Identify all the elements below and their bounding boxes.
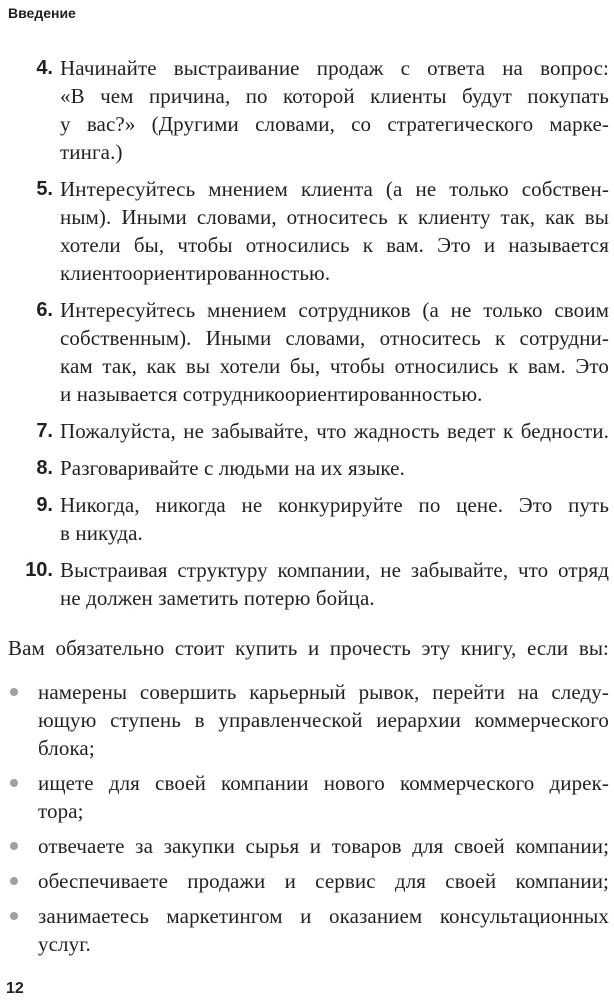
list-item-9 [0,491,609,547]
item-text-line: и называется сотрудникоориентированностью. [60,382,483,406]
item-text-line: Начинайте выстраивание продаж с ответа на вопрос: [60,56,609,80]
item-number: 10. [25,559,53,581]
numbered-list [0,54,609,621]
intro-paragraph [8,634,609,662]
bullet-text-line: ищете для своей компании нового коммерческого дирек- [38,771,609,795]
item-text-line: у вас?» (Другими словами, со стратегического марке- [60,112,609,136]
item-text-line: тинга.) [60,140,123,164]
list-item-10 [0,556,609,612]
item-text-line: хотели бы, чтобы относились к вам. Это и называется [60,233,609,257]
item-number: 6. [36,299,53,321]
item-text-line: клиентоориентированностью. [60,261,331,285]
list-item-8 [0,454,609,482]
item-text-line: не должен заметить потерю бойца. [60,586,375,610]
bullet-item [0,678,609,762]
bullet-list [0,678,609,965]
list-item-4 [0,54,609,166]
list-item-6 [0,296,609,408]
intro-text-line: Вам обязательно стоит купить и прочесть эту книгу, если вы: [8,636,609,660]
item-text-line: Разговаривайте с людьми на их языке. [60,456,405,480]
item-text-line: кам так, как вы хотели бы, чтобы относились к вам. Это [60,354,609,378]
bullet-text-line: отвечаете за закупки сырья и товаров для своей компании; [38,834,609,858]
item-number: 5. [36,178,53,200]
item-text-line: Никогда, никогда не конкурируйте по цене. Это путь [60,493,609,517]
bullet-icon [10,877,18,885]
running-head: Введение [8,5,76,21]
bullet-text-line: блока; [38,736,95,760]
bullet-text-line: тора; [38,799,84,823]
item-number: 4. [36,57,53,79]
item-text-line: Интересуйтесь мнением клиента (а не только собствен- [60,177,609,201]
bullet-text-line: обеспечиваете продажи и сервис для своей компании; [38,869,609,893]
bullet-text-line: занимаетесь маркетингом и оказанием консультационных [38,904,609,928]
item-text-line: Пожалуйста, не забывайте, что жадность ведет к бедности. [60,419,609,443]
list-item-7 [0,417,609,445]
bullet-icon [10,779,18,787]
item-text-line: ным). Иными словами, относитесь к клиенту так, как вы [60,205,609,229]
bullet-text-line: ющую ступень в управленческой иерархии коммерческого [38,708,609,732]
bullet-icon [10,842,18,850]
item-text-line: Выстраивая структуру компании, не забывайте, что отряд [60,558,609,582]
item-number: 9. [36,494,53,516]
bullet-item [0,867,609,895]
list-item-5 [0,175,609,287]
bullet-text-line: намерены совершить карьерный рывок, перейти на следу- [38,680,609,704]
bullet-icon [10,912,18,920]
bullet-item [0,902,609,958]
item-text-line: собственным). Иными словами, относитесь к сотрудни- [60,326,609,350]
bullet-item [0,832,609,860]
item-text-line: Интересуйтесь мнением сотрудников (а не только своим [60,298,609,322]
item-text-line: в никуда. [60,521,143,545]
item-number: 8. [36,457,53,479]
page-number: 12 [6,980,24,997]
bullet-text-line: услуг. [38,932,91,956]
bullet-item [0,769,609,825]
item-text-line: «В чем причина, по которой клиенты будут покупать [60,84,609,108]
bullet-icon [10,688,18,696]
item-number: 7. [36,420,53,442]
